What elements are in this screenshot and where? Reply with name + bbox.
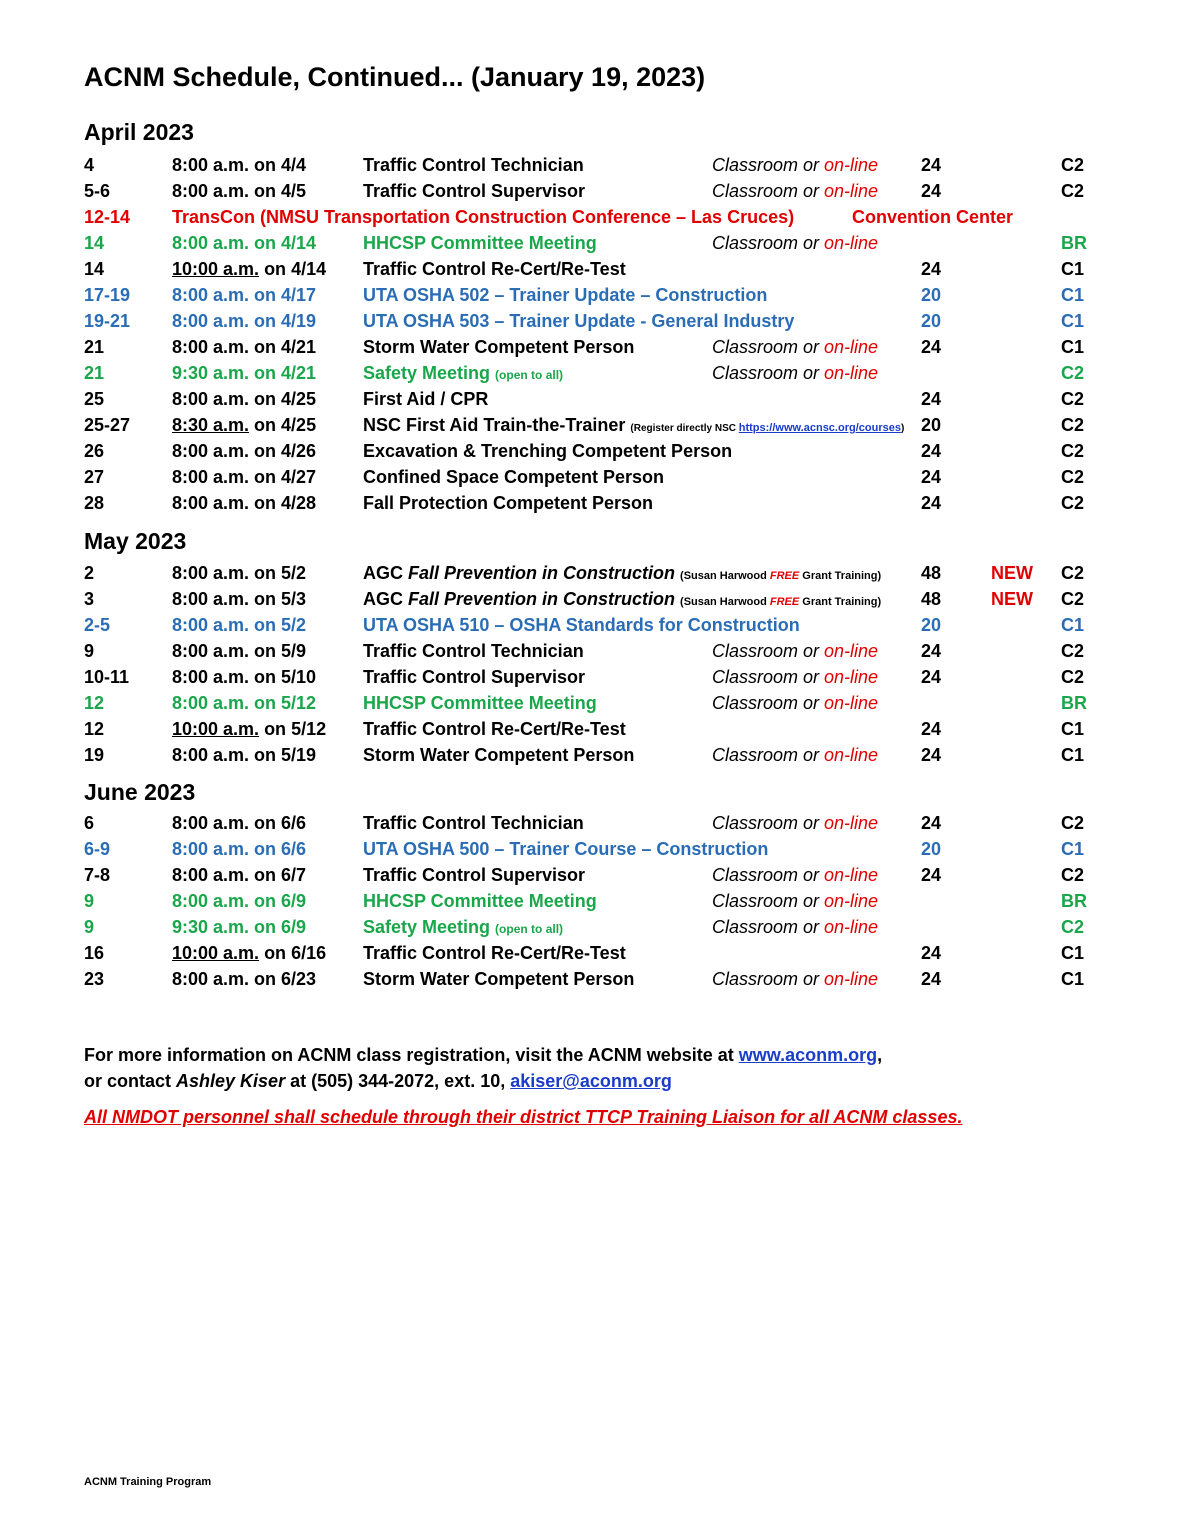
table-row bbox=[0, 230, 1187, 256]
online-label: on-line bbox=[824, 891, 879, 911]
row-room: C2 bbox=[1061, 415, 1085, 435]
row-title: Storm Water Competent Person bbox=[363, 337, 635, 357]
free-label: FREE bbox=[769, 570, 800, 582]
row-hours: 20 bbox=[921, 311, 942, 331]
row-title: HHCSP Committee Meeting bbox=[363, 891, 597, 911]
row-time: 8:00 a.m. on 4/19 bbox=[172, 311, 317, 331]
row-date: 10-11 bbox=[84, 667, 130, 687]
row-hours: 20 bbox=[921, 839, 942, 859]
month-heading-june: June 2023 bbox=[84, 779, 196, 805]
footer-text: ACNM Training Program bbox=[84, 1476, 212, 1488]
table-row bbox=[0, 438, 1187, 464]
row-title: Fall Protection Competent Person bbox=[363, 493, 654, 513]
table-row bbox=[0, 464, 1187, 490]
row-title: First Aid / CPR bbox=[363, 389, 489, 409]
row-hours: 24 bbox=[921, 813, 942, 833]
row-time: 8:00 a.m. on 4/25 bbox=[172, 389, 317, 409]
table-row bbox=[0, 178, 1187, 204]
row-date: 23 bbox=[84, 969, 105, 989]
row-hours: 24 bbox=[921, 865, 942, 885]
row-room: C2 bbox=[1061, 467, 1085, 487]
row-hours: 20 bbox=[921, 285, 942, 305]
row-hours: 24 bbox=[921, 719, 942, 739]
row-room: C1 bbox=[1061, 943, 1085, 963]
online-label: on-line bbox=[824, 181, 879, 201]
row-time: 8:00 a.m. on 5/12 bbox=[172, 693, 317, 713]
row-time: 8:00 a.m. on 4/21 bbox=[172, 337, 317, 357]
row-hours: 24 bbox=[921, 667, 942, 687]
row-time: 8:00 a.m. on 4/28 bbox=[172, 493, 317, 513]
free-label: FREE bbox=[769, 596, 800, 608]
classroom-label: Classroom or bbox=[712, 363, 825, 383]
classroom-label: Classroom or bbox=[712, 233, 825, 253]
row-room: C2 bbox=[1061, 917, 1085, 937]
table-row bbox=[0, 560, 1187, 586]
classroom-label: Classroom or bbox=[712, 745, 825, 765]
table-row bbox=[0, 888, 1187, 914]
row-title: UTA OSHA 500 – Trainer Course – Construction bbox=[363, 839, 769, 859]
row-location bbox=[712, 230, 878, 256]
row-title: AGC Fall Prevention in Construction (Susan Harwood FREE Grant Training) bbox=[363, 589, 882, 609]
month-heading-april: April 2023 bbox=[84, 119, 194, 145]
row-room: BR bbox=[1061, 233, 1087, 253]
row-hours: 24 bbox=[921, 259, 942, 279]
row-time: 8:00 a.m. on 6/23 bbox=[172, 969, 317, 989]
row-time: 8:00 a.m. on 5/10 bbox=[172, 667, 317, 687]
classroom-label: Classroom or bbox=[712, 917, 825, 937]
row-date: 26 bbox=[84, 441, 105, 461]
table-row bbox=[0, 862, 1187, 888]
row-location bbox=[712, 638, 878, 664]
row-time: 8:00 a.m. on 5/9 bbox=[172, 641, 307, 661]
row-title: HHCSP Committee Meeting bbox=[363, 233, 597, 253]
row-hours: 24 bbox=[921, 493, 942, 513]
row-date: 2-5 bbox=[84, 615, 111, 635]
row-room: BR bbox=[1061, 891, 1087, 911]
table-row bbox=[0, 716, 1187, 742]
table-row bbox=[0, 334, 1187, 360]
table-row bbox=[0, 966, 1187, 992]
row-note: (Register directly NSC https://www.acnsc.org/courses) bbox=[630, 422, 905, 434]
row-title: Traffic Control Supervisor bbox=[363, 865, 586, 885]
row-date: 27 bbox=[84, 467, 105, 487]
row-date: 9 bbox=[84, 917, 95, 937]
row-room: C2 bbox=[1061, 813, 1085, 833]
row-hours: 48 bbox=[921, 563, 942, 583]
row-note: (open to all) bbox=[495, 922, 564, 936]
row-time: 8:00 a.m. on 4/27 bbox=[172, 467, 317, 487]
row-location bbox=[712, 862, 878, 888]
table-row bbox=[0, 690, 1187, 716]
row-note: (open to all) bbox=[495, 368, 564, 382]
table-row bbox=[0, 586, 1187, 612]
classroom-label: Classroom or bbox=[712, 891, 825, 911]
row-time: 8:00 a.m. on 4/17 bbox=[172, 285, 317, 305]
row-title: Traffic Control Re-Cert/Re-Test bbox=[363, 943, 626, 963]
row-hours: 24 bbox=[921, 467, 942, 487]
row-location bbox=[712, 178, 878, 204]
classroom-label: Classroom or bbox=[712, 155, 825, 175]
row-time: 9:30 a.m. on 4/21 bbox=[172, 363, 317, 383]
row-time: 8:00 a.m. on 5/2 bbox=[172, 615, 307, 635]
row-time: 8:00 a.m. on 5/2 bbox=[172, 563, 307, 583]
row-time: 8:00 a.m. on 6/9 bbox=[172, 891, 307, 911]
nsc-courses-link[interactable]: https://www.acnsc.org/courses bbox=[738, 422, 901, 434]
row-room: C1 bbox=[1061, 839, 1085, 859]
row-hours: 24 bbox=[921, 943, 942, 963]
table-row bbox=[0, 810, 1187, 836]
row-date: 16 bbox=[84, 943, 105, 963]
row-title: Safety Meeting (open to all) bbox=[363, 917, 564, 937]
online-label: on-line bbox=[824, 969, 879, 989]
row-date: 9 bbox=[84, 891, 95, 911]
row-time: 8:00 a.m. on 5/19 bbox=[172, 745, 317, 765]
row-title: UTA OSHA 502 – Trainer Update – Construction bbox=[363, 285, 768, 305]
row-hours: 24 bbox=[921, 641, 942, 661]
month-heading-may: May 2023 bbox=[84, 528, 187, 554]
online-label: on-line bbox=[824, 155, 879, 175]
row-title: TransCon (NMSU Transportation Construction Conference – Las Cruces) bbox=[172, 207, 795, 227]
row-room: C2 bbox=[1061, 155, 1085, 175]
row-date: 3 bbox=[84, 589, 95, 609]
row-hours: 24 bbox=[921, 441, 942, 461]
row-date: 14 bbox=[84, 233, 105, 253]
online-label: on-line bbox=[824, 337, 879, 357]
email-link[interactable]: akiser@aconm.org bbox=[510, 1071, 672, 1091]
row-title: NSC First Aid Train-the-Trainer (Register directly NSC https://www.acnsc.org/courses) bbox=[363, 415, 905, 435]
row-room: C2 bbox=[1061, 865, 1085, 885]
table-row bbox=[0, 308, 1187, 334]
row-date: 4 bbox=[84, 155, 95, 175]
online-label: on-line bbox=[824, 667, 879, 687]
row-time: 8:00 a.m. on 4/26 bbox=[172, 441, 317, 461]
row-date: 14 bbox=[84, 259, 105, 279]
row-title: Excavation & Trenching Competent Person bbox=[363, 441, 733, 461]
row-room: C2 bbox=[1061, 589, 1085, 609]
online-label: on-line bbox=[824, 917, 879, 937]
row-time: 8:00 a.m. on 4/14 bbox=[172, 233, 317, 253]
row-time: 10:00 a.m. on 6/16 bbox=[172, 943, 327, 963]
row-room: C2 bbox=[1061, 641, 1085, 661]
row-time: 10:00 a.m. on 4/14 bbox=[172, 259, 327, 279]
row-title: Traffic Control Technician bbox=[363, 641, 584, 661]
row-time: 8:00 a.m. on 6/7 bbox=[172, 865, 307, 885]
table-row bbox=[0, 282, 1187, 308]
row-title: UTA OSHA 510 – OSHA Standards for Construction bbox=[363, 615, 800, 635]
classroom-label: Classroom or bbox=[712, 813, 825, 833]
table-row bbox=[0, 256, 1187, 282]
table-row bbox=[0, 204, 1187, 230]
new-badge: NEW bbox=[991, 589, 1033, 609]
row-date: 17-19 bbox=[84, 285, 131, 305]
row-time: 8:00 a.m. on 5/3 bbox=[172, 589, 307, 609]
row-room: C1 bbox=[1061, 337, 1085, 357]
row-room: C1 bbox=[1061, 285, 1085, 305]
table-row bbox=[0, 490, 1187, 516]
row-note: (Susan Harwood FREE Grant Training) bbox=[680, 570, 882, 582]
row-date: 12-14 bbox=[84, 207, 131, 227]
row-note: (Susan Harwood FREE Grant Training) bbox=[680, 596, 882, 608]
page-title: ACNM Schedule, Continued... (January 19, 2023) bbox=[84, 62, 706, 92]
row-room: C2 bbox=[1061, 563, 1085, 583]
row-title: Safety Meeting (open to all) bbox=[363, 363, 564, 383]
table-row bbox=[0, 638, 1187, 664]
row-date: 6 bbox=[84, 813, 95, 833]
online-label: on-line bbox=[824, 693, 879, 713]
row-room: C1 bbox=[1061, 615, 1085, 635]
row-location bbox=[712, 334, 878, 360]
info-line-website: For more information on ACNM class registration, visit the ACNM website at www.aconm.org, bbox=[84, 1045, 883, 1065]
row-date: 12 bbox=[84, 693, 105, 713]
row-time: 8:00 a.m. on 4/5 bbox=[172, 181, 307, 201]
row-date: 12 bbox=[84, 719, 105, 739]
row-title: Confined Space Competent Person bbox=[363, 467, 665, 487]
row-room: C1 bbox=[1061, 259, 1085, 279]
row-title: Storm Water Competent Person bbox=[363, 745, 635, 765]
row-date: 9 bbox=[84, 641, 95, 661]
row-room: C2 bbox=[1061, 667, 1085, 687]
row-date: 5-6 bbox=[84, 181, 111, 201]
table-row bbox=[0, 664, 1187, 690]
row-room: C2 bbox=[1061, 389, 1085, 409]
table-row bbox=[0, 742, 1187, 768]
row-room: C2 bbox=[1061, 181, 1085, 201]
table-row bbox=[0, 836, 1187, 862]
row-date: 19-21 bbox=[84, 311, 131, 331]
row-title: Storm Water Competent Person bbox=[363, 969, 635, 989]
classroom-label: Classroom or bbox=[712, 865, 825, 885]
classroom-label: Classroom or bbox=[712, 181, 825, 201]
row-hours: 20 bbox=[921, 415, 942, 435]
classroom-label: Classroom or bbox=[712, 337, 825, 357]
row-date: 28 bbox=[84, 493, 105, 513]
nmdot-notice: All NMDOT personnel shall schedule through their district TTCP Training Liaison for all ACNM classes. bbox=[84, 1107, 963, 1127]
row-hours: 48 bbox=[921, 589, 942, 609]
row-location bbox=[712, 360, 878, 386]
row-hours: 24 bbox=[921, 155, 942, 175]
row-hours: 20 bbox=[921, 615, 942, 635]
row-date: 25-27 bbox=[84, 415, 131, 435]
row-hours: 24 bbox=[921, 181, 942, 201]
online-label: on-line bbox=[824, 233, 879, 253]
row-date: 25 bbox=[84, 389, 105, 409]
row-title: Traffic Control Technician bbox=[363, 813, 584, 833]
row-room: C1 bbox=[1061, 969, 1085, 989]
website-link[interactable]: www.aconm.org bbox=[738, 1045, 878, 1065]
row-time: 8:00 a.m. on 6/6 bbox=[172, 813, 307, 833]
row-room: C1 bbox=[1061, 745, 1085, 765]
classroom-label: Classroom or bbox=[712, 667, 825, 687]
row-time: 8:00 a.m. on 4/4 bbox=[172, 155, 307, 175]
row-location bbox=[712, 690, 878, 716]
row-title: Traffic Control Supervisor bbox=[363, 181, 586, 201]
row-time: 10:00 a.m. on 5/12 bbox=[172, 719, 327, 739]
row-location bbox=[712, 664, 878, 690]
row-date: 21 bbox=[84, 363, 105, 383]
info-line-contact: or contact Ashley Kiser at (505) 344-2072, ext. 10, akiser@aconm.org bbox=[84, 1071, 672, 1091]
classroom-label: Classroom or bbox=[712, 969, 825, 989]
row-time: 9:30 a.m. on 6/9 bbox=[172, 917, 307, 937]
row-date: 21 bbox=[84, 337, 105, 357]
row-location bbox=[712, 888, 878, 914]
row-hours: 24 bbox=[921, 745, 942, 765]
online-label: on-line bbox=[824, 641, 879, 661]
row-room: BR bbox=[1061, 693, 1087, 713]
row-title: Traffic Control Supervisor bbox=[363, 667, 586, 687]
row-time: 8:30 a.m. on 4/25 bbox=[172, 415, 317, 435]
row-date: 2 bbox=[84, 563, 95, 583]
table-row bbox=[0, 386, 1187, 412]
row-room: C1 bbox=[1061, 719, 1085, 739]
row-title: UTA OSHA 503 – Trainer Update - General Industry bbox=[363, 311, 795, 331]
row-location bbox=[712, 742, 878, 768]
table-row bbox=[0, 940, 1187, 966]
row-hours: 24 bbox=[921, 337, 942, 357]
online-label: on-line bbox=[824, 363, 879, 383]
row-date: 7-8 bbox=[84, 865, 111, 885]
row-date: 6-9 bbox=[84, 839, 111, 859]
row-room: C1 bbox=[1061, 311, 1085, 331]
classroom-label: Classroom or bbox=[712, 641, 825, 661]
row-hours: 24 bbox=[921, 969, 942, 989]
contact-name: Ashley Kiser bbox=[176, 1071, 286, 1091]
online-label: on-line bbox=[824, 865, 879, 885]
table-row bbox=[0, 152, 1187, 178]
table-row bbox=[0, 612, 1187, 638]
table-row bbox=[0, 412, 1187, 438]
row-location bbox=[712, 966, 878, 992]
row-location: Convention Center bbox=[852, 207, 1014, 227]
row-location bbox=[712, 152, 878, 178]
row-time: 8:00 a.m. on 6/6 bbox=[172, 839, 307, 859]
row-title: Traffic Control Technician bbox=[363, 155, 584, 175]
row-title: HHCSP Committee Meeting bbox=[363, 693, 597, 713]
table-row bbox=[0, 360, 1187, 386]
row-room: C2 bbox=[1061, 363, 1085, 383]
row-hours: 24 bbox=[921, 389, 942, 409]
row-title: AGC Fall Prevention in Construction (Susan Harwood FREE Grant Training) bbox=[363, 563, 882, 583]
row-room: C2 bbox=[1061, 441, 1085, 461]
row-title: Traffic Control Re-Cert/Re-Test bbox=[363, 719, 626, 739]
row-title: Traffic Control Re-Cert/Re-Test bbox=[363, 259, 626, 279]
new-badge: NEW bbox=[991, 563, 1033, 583]
row-location bbox=[712, 914, 878, 940]
row-room: C2 bbox=[1061, 493, 1085, 513]
classroom-label: Classroom or bbox=[712, 693, 825, 713]
table-row bbox=[0, 914, 1187, 940]
online-label: on-line bbox=[824, 745, 879, 765]
row-date: 19 bbox=[84, 745, 105, 765]
online-label: on-line bbox=[824, 813, 879, 833]
row-location bbox=[712, 810, 878, 836]
